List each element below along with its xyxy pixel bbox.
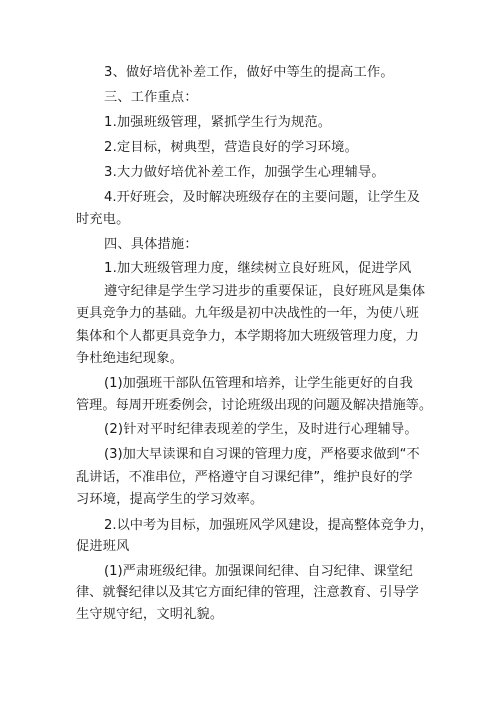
paragraph-line: 生守规守纪，文明礼貌。	[76, 607, 224, 622]
paragraph-line: 集体和个人都更具竞争力，本学期将加大班级管理力度，力	[76, 329, 419, 344]
paragraph-line: (2)针对平时纪律表现差的学生，及时进行心理辅导。	[104, 422, 418, 437]
paragraph-line: 争杜绝违纪现象。	[76, 351, 184, 366]
section-heading: 三、工作重点：	[104, 90, 198, 105]
paragraph-line: 乱讲话，不准串位，严格遵守自习课纪律”，维护良好的学	[76, 470, 413, 485]
subheading-line: 2.以中考为目标，加强班风学风建设，提高整体竞争力，	[104, 518, 434, 533]
paragraph-line: 时充电。	[76, 212, 130, 227]
paragraph-line: (3)加大早读课和自习课的管理力度，严格要求做到“不	[104, 447, 420, 462]
subheading-line: 1.加大班级管理力度，继续树立良好班风，促进学风	[104, 261, 412, 276]
paragraph-line: (1)加强班干部队伍管理和培养，让学生能更好的自我	[104, 376, 413, 391]
paragraph-line: 更具竞争力的基础。九年级是初中决战性的一年，为使八班	[76, 306, 419, 321]
list-item: 2.定目标，树典型，营造良好的学习环境。	[104, 140, 358, 155]
paragraph-line: 促进班风	[76, 539, 130, 554]
list-item: 4.开好班会，及时解决班级存在的主要问题，让学生及	[104, 190, 420, 205]
paragraph-line: 律、就餐纪律以及其它方面纪律的管理，注意教育、引导学	[76, 585, 419, 600]
paragraph-line: 遵守纪律是学生学习进步的重要保证，良好班风是集体	[104, 284, 426, 299]
list-item: 3.大力做好培优补差工作，加强学生心理辅导。	[104, 165, 385, 180]
paragraph-line: (1)严肃班级纪律。加强课间纪律、自习纪律、课堂纪	[104, 564, 413, 579]
paragraph-line: 习环境，提高学生的学习效率。	[76, 492, 264, 507]
section-heading: 四、具体措施：	[104, 237, 198, 252]
paragraph-line: 管理。每周开班委例会，讨论班级出现的问题及解决措施等。	[76, 398, 433, 413]
list-item: 1.加强班级管理，紧抓学生行为规范。	[104, 115, 332, 130]
paragraph-line: 3、做好培优补差工作，做好中等生的提高工作。	[104, 65, 394, 80]
